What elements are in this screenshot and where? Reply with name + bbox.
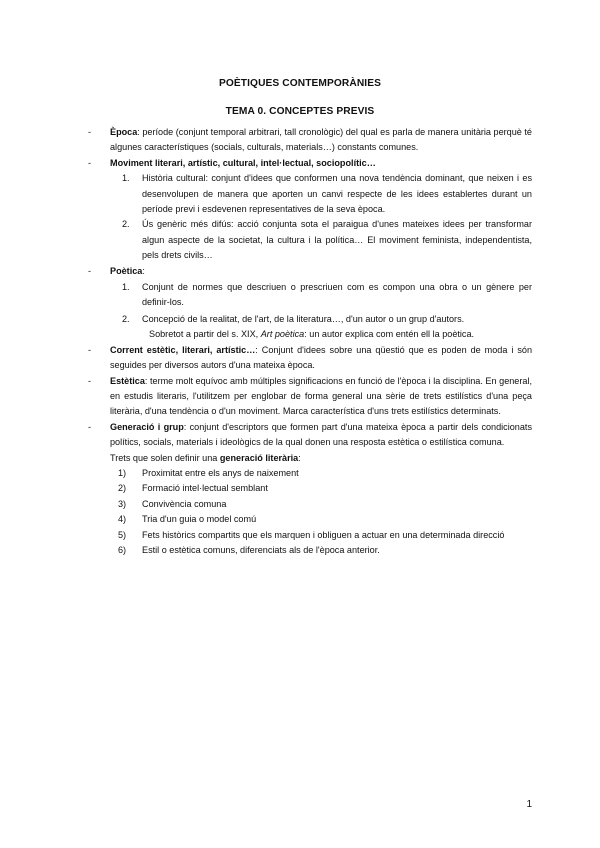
section-title: TEMA 0. CONCEPTES PREVIS	[225, 106, 375, 117]
list-number: 2.	[122, 219, 130, 230]
term-corrent: Corrent estètic, literari, artístic…	[110, 344, 256, 355]
bullet-dash: -	[88, 265, 92, 276]
term-epoca: Època	[110, 127, 138, 137]
intro-colon: :	[298, 452, 301, 463]
list-item	[88, 512, 532, 527]
term-generacio-literaria: generació literària	[219, 452, 299, 463]
list-item	[88, 497, 532, 512]
list-number: 3)	[118, 498, 127, 509]
definition-estetica	[88, 374, 532, 420]
definition-poetica	[88, 264, 532, 279]
list-item-text-end: : un autor explica com entén ell la poètica.	[304, 329, 475, 340]
definition-text: : terme molt equívoc amb múltiples significacions en funció de l'època i la disciplina. En general, en estudis literaris, l'utilitzem per englobar de forma general una sèrie de trets estilístics d'una peça literària, d'una tendència o d'un moviment. Marca característica d'uns trets estilístics determinats.	[110, 375, 532, 417]
list-item	[88, 466, 532, 481]
list-item-text: Estil o estètica comuns, diferenciats als de l'època anterior.	[142, 544, 380, 555]
list-number: 1)	[118, 467, 127, 478]
intro-text: Trets que solen definir una	[110, 452, 220, 463]
bullet-dash: -	[88, 127, 92, 137]
generacio-intro	[88, 451, 532, 466]
list-number: 1.	[122, 282, 130, 293]
list-item-text: Conjunt de normes que descriuen o prescriuen com es compon una obra o un gènere per definir-los.	[142, 282, 532, 308]
definition-moviment	[88, 156, 532, 171]
list-item-text: Història cultural: conjunt d'idees que conformen una nova tendència dominant, que neixen i es desenvolupen de manera que aporten un canvi respecte de les idees establertes durant un període previ i esdevenen representatives de la seva època.	[142, 173, 532, 215]
term-poetica: Poètica	[110, 265, 143, 276]
definition-text: : període (conjunt temporal arbitrari, tall cronològic) del qual es parla de manera unitària perquè té algunes característiques (socials, culturals, materials…) constants comunes.	[110, 127, 532, 153]
definition-corrent	[88, 343, 532, 374]
term-moviment: Moviment literari, artístic, cultural, intel·lectual, sociopolític…	[110, 157, 376, 168]
list-item-text: Convivència comuna	[142, 498, 227, 509]
definition-text: : Conjunt d'idees sobre una qüestió que es poden de moda i són seguides per diversos autors d'una mateixa època.	[110, 344, 532, 371]
bullet-dash: -	[88, 421, 92, 432]
page-number: 1	[526, 799, 532, 810]
definition-epoca	[88, 125, 532, 156]
bullet-dash: -	[88, 375, 92, 386]
term-colon: :	[142, 265, 145, 276]
list-item-text: Fets històrics compartits que els marquen i obliguen a actuar en una determinada direcció	[142, 529, 505, 540]
list-number: 1.	[122, 173, 130, 184]
list-item-text: Formació intel·lectual semblant	[142, 483, 268, 494]
bullet-dash: -	[88, 157, 92, 168]
bullet-dash: -	[88, 344, 92, 355]
italic-title: Art poètica	[260, 329, 305, 340]
term-generacio: Generació i grup	[110, 421, 184, 432]
list-item-text: Ús genèric més difús: acció conjunta sota el paraigua d'unes mateixes idees per transformar algun aspecte de la societat, la cultura i la política… El moviment feminista, independentista, pels drets civils…	[142, 219, 532, 261]
definition-generacio	[88, 420, 532, 451]
list-item-text: Concepció de la realitat, de l'art, de la literatura…, d'un autor o un grup d'autors.	[142, 313, 465, 324]
definition-text: : conjunt d'escriptors que formen part d'una mateixa època a partir dels condicionats polítics, socials, materials i ideològics de la qual donen una resposta estètica o estilística comuna.	[110, 421, 532, 448]
list-number: 6)	[118, 544, 127, 555]
list-number: 2)	[118, 483, 127, 494]
list-item	[88, 528, 532, 543]
list-item	[88, 312, 532, 343]
list-item	[88, 481, 532, 496]
list-item-text-continued: Sobretot a partir del s. XIX,	[149, 329, 261, 340]
list-number: 5)	[118, 529, 127, 540]
term-estetica: Estètica	[110, 375, 145, 386]
list-item	[88, 543, 532, 558]
list-number: 2.	[122, 313, 130, 324]
list-item	[88, 280, 532, 311]
list-item-text: Tria d'un guia o model comú	[142, 514, 257, 525]
document-title: POÈTIQUES CONTEMPORÀNIES	[218, 78, 382, 89]
list-item	[88, 171, 532, 217]
list-item	[88, 217, 532, 263]
list-number: 4)	[118, 514, 127, 525]
document-body	[88, 125, 532, 558]
list-item-text: Proximitat entre els anys de naixement	[142, 467, 299, 478]
